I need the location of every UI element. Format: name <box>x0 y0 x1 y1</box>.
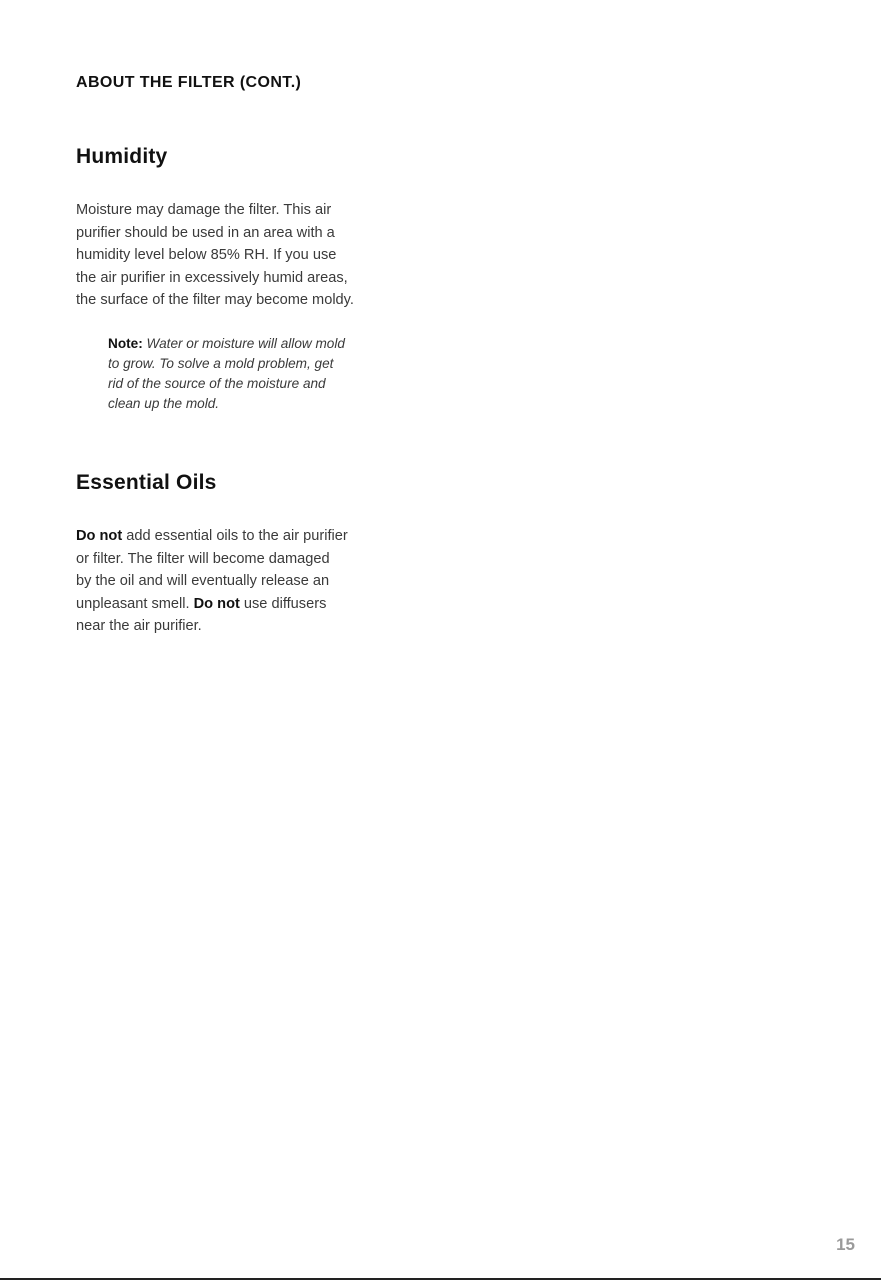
page-number: 15 <box>836 1235 855 1254</box>
note-line-2: to grow. To solve a mold problem, get <box>108 356 334 371</box>
note-label: Note: <box>108 336 143 351</box>
oils-line-3: by the oil and will eventually release an <box>76 573 330 589</box>
humidity-heading: Humidity <box>76 145 168 168</box>
oils-line-4-rest: use diffusers <box>239 595 327 612</box>
humidity-note <box>108 334 398 414</box>
humidity-line-1: Moisture may damage the filter. This air <box>76 202 332 218</box>
note-line-4: clean up the mold. <box>108 396 220 411</box>
oils-line-4-start: unpleasant smell. <box>76 595 194 612</box>
warning-do-not: Do not <box>76 528 123 544</box>
note-line-3: rid of the source of the moisture and <box>108 376 326 391</box>
humidity-line-2: purifier should be used in an area with a <box>76 224 335 241</box>
humidity-line-4: the air purifier in excessively humid areas, <box>76 269 348 286</box>
essential-oils-heading: Essential Oils <box>76 471 217 494</box>
warning-do-not-2: Do not <box>193 595 240 612</box>
humidity-line-5: the surface of the filter may become moldy. <box>76 292 354 308</box>
oils-line-2: or filter. The filter will become damaged <box>76 550 330 567</box>
bottom-rule <box>0 1278 881 1280</box>
oils-line-1: add essential oils to the air purifier <box>122 528 348 544</box>
section-header: ABOUT THE FILTER (CONT.) <box>76 74 302 91</box>
oils-line-5: near the air purifier. <box>76 618 202 634</box>
note-line-1: Water or moisture will allow mold <box>142 336 345 351</box>
humidity-line-3: humidity level below 85% RH. If you use <box>76 247 337 263</box>
humidity-paragraph <box>76 199 406 312</box>
essential-oils-paragraph <box>76 525 406 638</box>
